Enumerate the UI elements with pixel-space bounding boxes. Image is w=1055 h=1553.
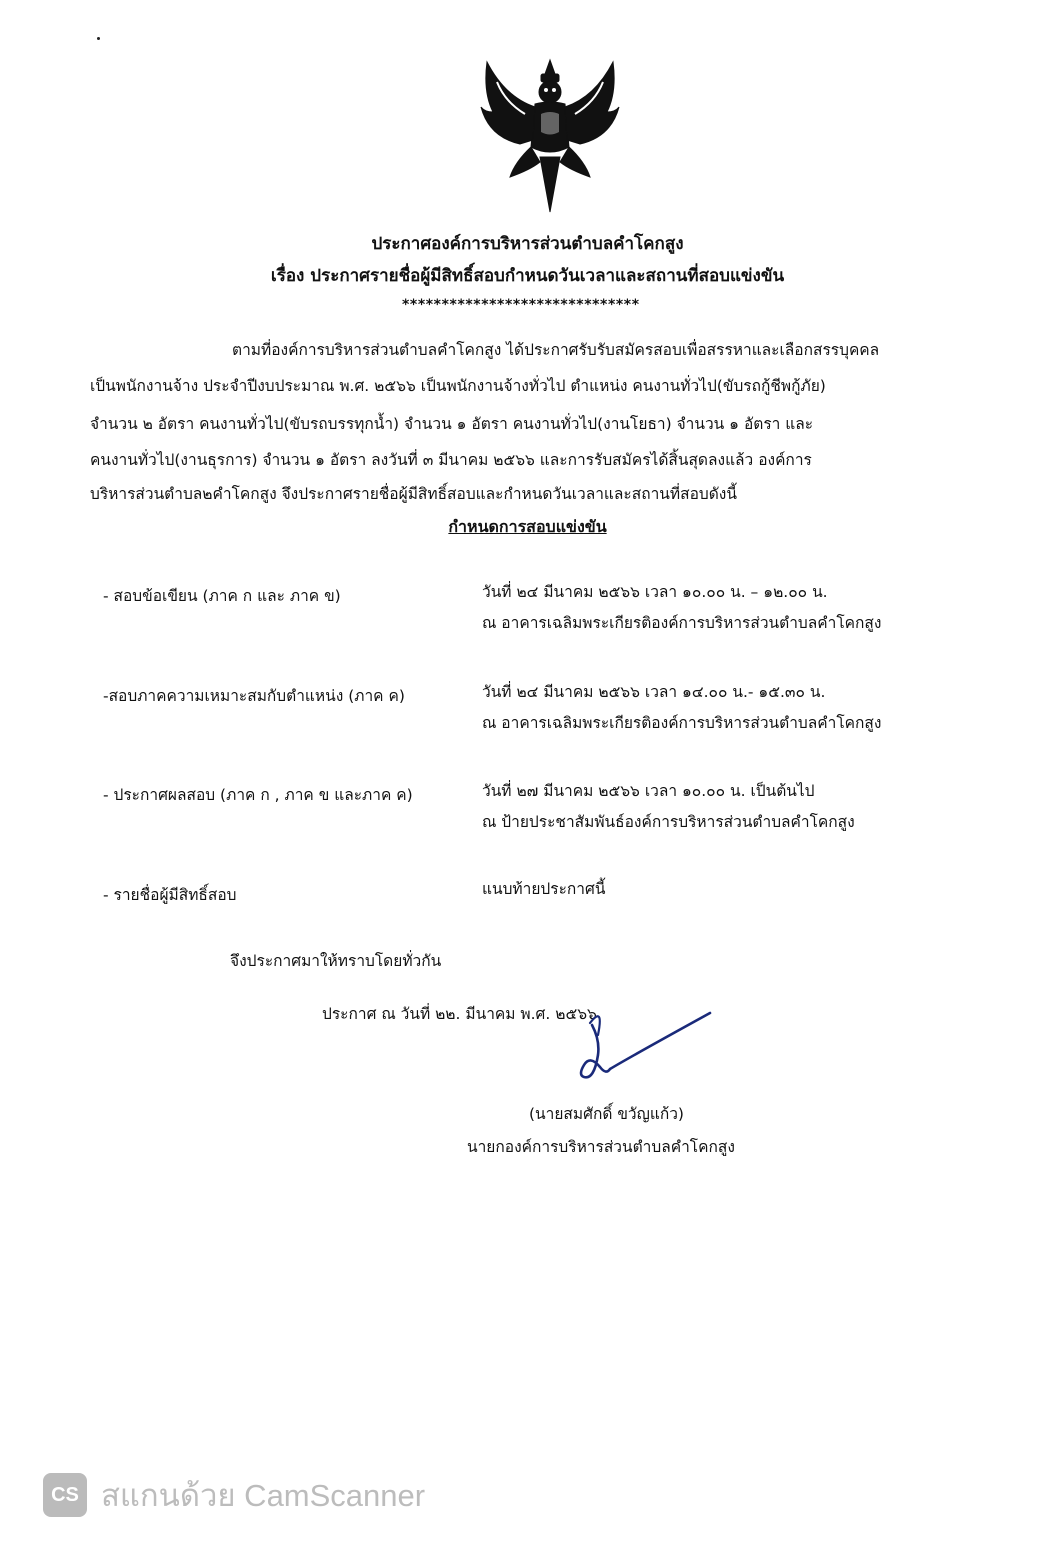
- schedule-date-eligible: แนบท้ายประกาศนี้: [482, 880, 606, 898]
- body-line-4: คนงานทั่วไป(งานธุรการ) จำนวน ๑ อัตรา ลงวันที่ ๓ มีนาคม ๒๕๖๖ และการรับสมัครได้สิ้นสุดลงแล้ว องค์การ: [90, 451, 812, 469]
- schedule-label-written: - สอบข้อเขียน (ภาค ก และ ภาค ข): [103, 587, 341, 605]
- camscanner-logo-icon: CS: [43, 1473, 87, 1517]
- camscanner-text: สแกนด้วย CamScanner: [101, 1478, 426, 1513]
- body-line-3: จำนวน ๒ อัตรา คนงานทั่วไป(ขับรถบรรทุกน้ำ) จำนวน ๑ อัตรา คนงานทั่วไป(งานโยธา) จำนวน ๑ อัตรา และ: [90, 415, 814, 433]
- schedule-label-eligible: - รายชื่อผู้มีสิทธิ์สอบ: [103, 886, 237, 904]
- schedule-place-results: ณ ป้ายประชาสัมพันธ์องค์การบริหารส่วนตำบลคำโคกสูง: [482, 813, 855, 831]
- garuda-emblem-icon: [475, 52, 625, 217]
- closing-announce: จึงประกาศมาให้ทราบโดยทั่วกัน: [230, 952, 442, 970]
- schedule-label-suitability: -สอบภาคความเหมาะสมกับตำแหน่ง (ภาค ค): [103, 687, 405, 705]
- given-date: ประกาศ ณ วันที่ ๒๒. มีนาคม พ.ศ. ๒๕๖๖: [322, 1005, 597, 1023]
- signer-name: (นายสมศักดิ์ ขวัญแก้ว): [529, 1105, 684, 1123]
- stars-divider: ******************************: [402, 297, 640, 313]
- schedule-place-suitability: ณ อาคารเฉลิมพระเกียรติองค์การบริหารส่วนตำบลคำโคกสูง: [482, 714, 882, 732]
- schedule-heading: กำหนดการสอบแข่งขัน: [448, 517, 607, 536]
- schedule-label-results: - ประกาศผลสอบ (ภาค ก , ภาค ข และภาค ค): [103, 786, 413, 804]
- speck: [97, 37, 100, 40]
- schedule-date-written: วันที่ ๒๔ มีนาคม ๒๕๖๖ เวลา ๑๐.๐๐ น. – ๑๒.๐๐ น.: [482, 583, 828, 601]
- body-line-2: เป็นพนักงานจ้าง ประจำปีงบประมาณ พ.ศ. ๒๕๖๖ เป็นพนักงานจ้างทั่วไป ตำแหน่ง คนงานทั่วไป(ขับรถกู้ชีพกู้ภัย): [90, 377, 826, 395]
- signer-title: นายกองค์การบริหารส่วนตำบลคำโคกสูง: [467, 1138, 735, 1156]
- schedule-date-results: วันที่ ๒๗ มีนาคม ๒๕๖๖ เวลา ๑๐.๐๐ น. เป็นต้นไป: [482, 782, 815, 800]
- announcement-title: ประกาศองค์การบริหารส่วนตำบลคำโคกสูง: [371, 234, 684, 254]
- body-line-5: บริหารส่วนตำบล๒คำโคกสูง จึงประกาศรายชื่อผู้มีสิทธิ์สอบและกำหนดวันเวลาและสถานที่สอบดังนี้: [90, 485, 737, 503]
- announcement-subject: เรื่อง ประกาศรายชื่อผู้มีสิทธิ์สอบกำหนดวันเวลาและสถานที่สอบแข่งขัน: [270, 266, 785, 286]
- signature-icon: [570, 995, 720, 1095]
- body-line-1: ตามที่องค์การบริหารส่วนตำบลคำโคกสูง ได้ประกาศรับรับสมัครสอบเพื่อสรรหาและเลือกสรรบุคคล: [232, 341, 880, 359]
- schedule-date-suitability: วันที่ ๒๔ มีนาคม ๒๕๖๖ เวลา ๑๔.๐๐ น.- ๑๕.๓๐ น.: [482, 683, 826, 701]
- schedule-place-written: ณ อาคารเฉลิมพระเกียรติองค์การบริหารส่วนตำบลคำโคกสูง: [482, 614, 882, 632]
- camscanner-watermark: [43, 1470, 425, 1520]
